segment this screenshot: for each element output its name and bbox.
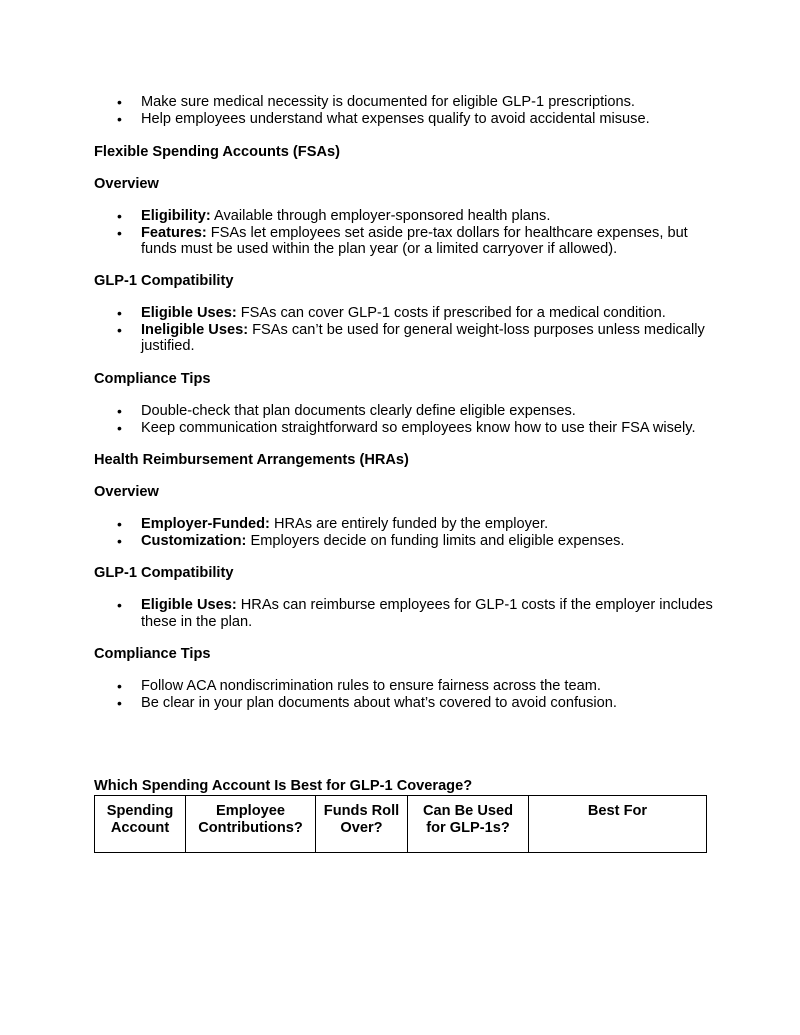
fsa-overview-list [94,208,714,258]
item-label: Eligibility: [141,208,211,224]
bullet-icon: • [117,224,122,241]
bullet-icon: • [117,403,122,419]
fsa-compat-heading: GLP-1 Compatibility [94,273,234,289]
list-item [94,597,714,630]
hra-section-title: Health Reimbursement Arrangements (HRAs) [94,452,409,468]
item-label: Ineligible Uses: [141,321,249,338]
fsa-overview-heading: Overview [94,176,159,192]
bullet-icon: • [117,305,122,321]
item-text: Keep communication straightforward so employees know how to use their FSA wisely. [141,419,696,436]
comparison-table-title: Which Spending Account Is Best for GLP-1 Coverage? [94,778,473,794]
list-item [94,420,714,437]
item-label: Eligible Uses: [141,305,237,321]
column-header-can-be-used-for-glp1: Can Be Used for GLP-1s? [408,796,529,853]
list-item [94,305,714,322]
bullet-icon: • [117,532,122,549]
item-text: FSAs let employees set aside pre-tax dollars for healthcare expenses, but funds must be used within the plan year (or a limited carryover if allowed). [141,224,688,257]
list-item [94,678,714,695]
hra-compat-list [94,597,714,630]
list-item [94,695,714,712]
bullet-icon: • [117,678,122,694]
column-header-best-for: Best For [529,796,707,853]
bullet-icon: • [117,516,122,532]
hra-overview-heading: Overview [94,484,159,500]
item-text: HRAs can reimburse employees for GLP-1 costs if the employer includes these in the plan. [141,597,713,630]
comparison-table [94,795,707,853]
item-text: Double-check that plan documents clearly define eligible expenses. [141,403,576,419]
column-header-spending-account: Spending Account [95,796,186,853]
column-header-funds-roll-over: Funds Roll Over? [316,796,408,853]
bullet-text: Make sure medical necessity is documented for eligible GLP-1 prescriptions. [141,94,635,110]
intro-bullet-list [94,94,714,127]
bullet-icon: • [117,597,122,613]
hra-tips-heading: Compliance Tips [94,646,211,662]
bullet-text: Help employees understand what expenses qualify to avoid accidental misuse. [141,110,650,127]
list-item [94,208,714,225]
list-item [94,111,714,128]
bullet-icon: • [117,694,122,711]
item-text: Available through employer-sponsored health plans. [210,208,551,224]
item-label: Features: [141,224,207,241]
fsa-compat-list [94,305,714,355]
bullet-icon: • [117,321,122,338]
list-item [94,516,714,533]
fsa-tips-heading: Compliance Tips [94,371,211,387]
item-text: FSAs can cover GLP-1 costs if prescribed for a medical condition. [236,305,666,321]
list-item [94,403,714,420]
hra-compat-heading: GLP-1 Compatibility [94,565,234,581]
item-text: Be clear in your plan documents about what’s covered to avoid confusion. [141,694,617,711]
item-text: Follow ACA nondiscrimination rules to ensure fairness across the team. [141,678,601,694]
table-header-row [95,796,707,853]
bullet-icon: • [117,94,122,110]
list-item [94,225,714,258]
fsa-section-title: Flexible Spending Accounts (FSAs) [94,144,340,160]
list-item [94,322,714,355]
item-label: Employer-Funded: [141,516,270,532]
list-item [94,94,714,111]
item-label: Customization: [141,532,247,549]
bullet-icon: • [117,208,122,224]
item-text: FSAs can’t be used for general weight-loss purposes unless medically justified. [141,321,705,354]
column-header-employee-contributions: Employee Contributions? [186,796,316,853]
bullet-icon: • [117,110,122,127]
item-text: HRAs are entirely funded by the employer. [269,516,549,532]
list-item [94,533,714,550]
item-text: Employers decide on funding limits and eligible expenses. [246,532,625,549]
bullet-icon: • [117,419,122,436]
hra-overview-list [94,516,714,549]
item-label: Eligible Uses: [141,597,237,613]
hra-tips-list [94,678,714,711]
fsa-tips-list [94,403,714,436]
